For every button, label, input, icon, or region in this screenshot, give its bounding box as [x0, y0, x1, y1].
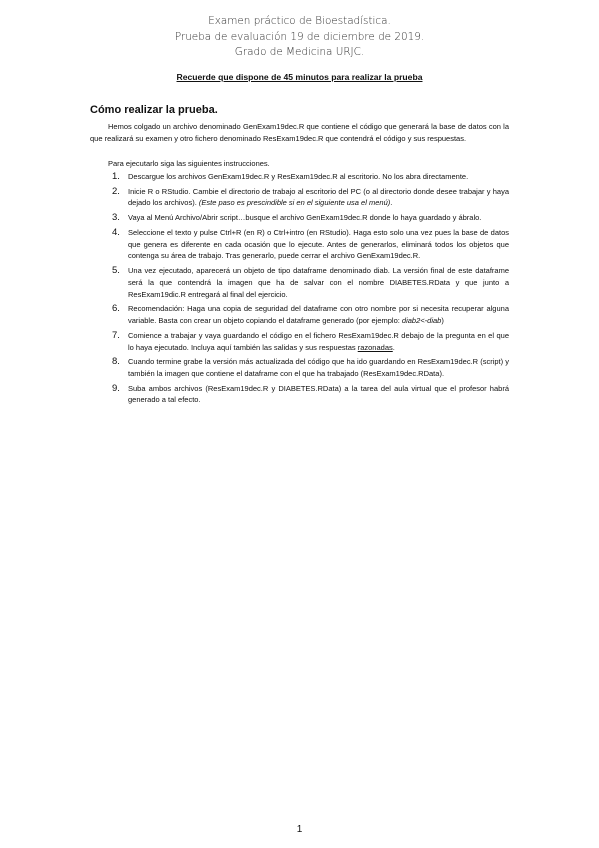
instruction-step: [108, 212, 509, 224]
instruction-step: [108, 186, 509, 209]
instruction-step: [108, 227, 509, 262]
instruction-step: [108, 265, 509, 300]
step-number: 4.: [112, 227, 120, 239]
instruction-step: [108, 383, 509, 406]
step-underlined-word: razonadas: [357, 342, 393, 352]
header-line-3: Grado de Medicina URJC.: [234, 46, 365, 58]
step-italic-note: (Este paso es prescindible si en el siguiente usa el menú): [198, 198, 391, 208]
step-text: Recomendación: Haga una copia de seguridad del dataframe con otro nombre por si necesita recuperar alguna variable. Basta con crear un objeto copiando el dataframe generado (por ejemplo:: [128, 304, 509, 326]
step-text: Seleccione el texto y pulse Ctrl+R (en R) o Ctrl+intro (en RStudio). Haga esto solo una vez pues la base de datos que genera es diferente en cada ocasión que lo ejecute. Antes de generarlos, eliminará todos los objetos que contenga su área de trabajo. Tras generarlo, puede cerrar el archivo GenExam19dec.R.: [128, 228, 509, 261]
intro-paragraph: Hemos colgado un archivo denominado GenExam19dec.R que contiene el código que generará la base de datos con la que realizará su examen y otro fichero denominado ResExam19dec.R que contendrá el código y sus respuestas.: [90, 122, 509, 143]
instruction-step: [108, 356, 509, 379]
step-number: 5.: [112, 265, 120, 277]
step-text: Vaya al Menú Archivo/Abrir script…busque el archivo GenExam19dec.R donde lo haya guardado y ábralo.: [128, 213, 482, 223]
instructions-lead: Para ejecutarlo siga las siguientes instrucciones.: [108, 159, 270, 168]
step-text: Inicie R o RStudio. Cambie el directorio de trabajo al escritorio del PC (o al directorio donde desee trabajar y haya dejado los archivos).: [128, 186, 509, 208]
exam-header: [0, 14, 599, 61]
time-reminder: Recuerde que dispone de 45 minutos para realizar la prueba: [176, 72, 423, 82]
step-number: 6.: [112, 303, 120, 315]
page-number: 1: [296, 824, 303, 835]
step-number: 1.: [112, 171, 120, 182]
header-line-1: Examen práctico de Bioestadística.: [208, 15, 391, 27]
step-text-after: .: [392, 342, 395, 352]
step-italic-code: diab2<-diab: [401, 316, 442, 326]
step-number: 8.: [112, 356, 120, 368]
instruction-step: [108, 171, 509, 183]
instruction-step: [108, 303, 509, 326]
instruction-step: [108, 330, 509, 353]
section-title: Cómo realizar la prueba.: [90, 104, 218, 116]
step-number: 3.: [112, 212, 120, 224]
header-line-2: Prueba de evaluación 19 de diciembre de 2019.: [174, 30, 425, 43]
step-number: 2.: [112, 185, 120, 197]
step-number: 9.: [112, 382, 120, 394]
step-text: Descargue los archivos GenExam19dec.R y ResExam19dec.R al escritorio. No los abra directamente.: [128, 172, 469, 181]
step-text: Comience a trabajar y vaya guardando el código en el fichero ResExam19dec.R debajo de la pregunta en el que lo haya ejecutado. Incluya aquí también las salidas y sus respuestas: [128, 330, 509, 352]
instruction-list: [108, 171, 509, 409]
step-text-after: .: [390, 198, 393, 208]
step-text: Suba ambos archivos (ResExam19dec.R y DIABETES.RData) a la tarea del aula virtual que el profesor habrá generado a tal efecto.: [128, 383, 509, 405]
step-text: Cuando termine grabe la versión más actualizada del código que ha ido guardando en ResExam19dec.R (script) y también la imagen que contiene el dataframe con el que ha trabajado (ResExam19dec.RData).: [128, 357, 509, 378]
step-text: Una vez ejecutado, aparecerá un objeto de tipo dataframe denominado diab. La versión final de este dataframe será la que contendrá la imagen que ha de salvar con el nombre DIABETES.RData y que junto a ResExam19dic.R entregará al final del ejercicio.: [128, 266, 509, 299]
step-number: 7.: [112, 329, 120, 341]
step-text-after: ): [441, 316, 444, 326]
